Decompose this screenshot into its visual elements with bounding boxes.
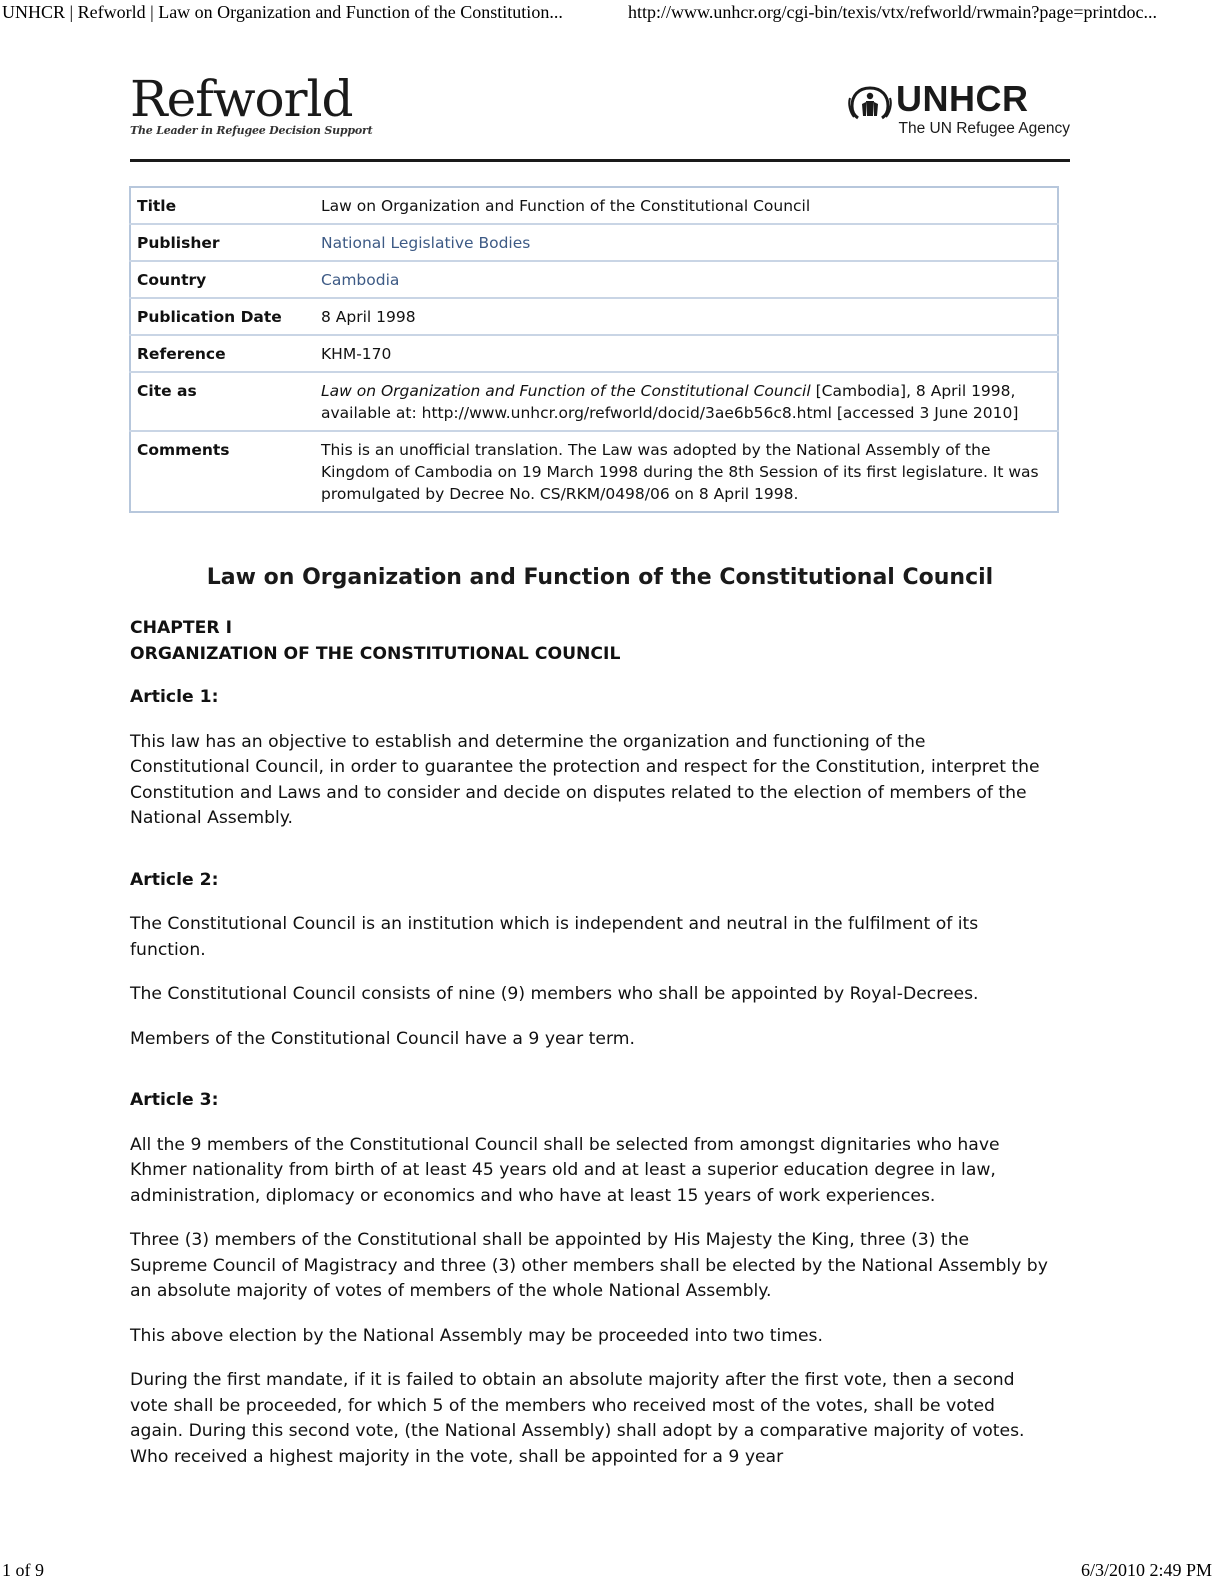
table-row	[130, 261, 1058, 298]
masthead-divider	[130, 159, 1070, 162]
table-row	[130, 187, 1058, 224]
article-3-paragraph: All the 9 members of the Constitutional Council shall be selected from amongst dignitaries who have Khmer nationality from birth of at least 45 years old and at least a superior education degree in law, administration, diplomacy or economics and who have at least 15 years of work experiences.	[130, 1134, 1000, 1206]
publisher-link[interactable]: National Legislative Bodies	[321, 234, 531, 252]
article-2-heading: Article 2:	[130, 869, 219, 890]
unhcr-logo[interactable]	[848, 80, 1070, 142]
unhcr-wordmark: UNHCR	[896, 78, 1029, 119]
cite-as-value	[315, 372, 1058, 431]
document-heading: Law on Organization and Function of the Constitutional Council	[206, 565, 994, 590]
article-3-paragraph: During the first mandate, if it is failed to obtain an absolute majority after the first vote, then a second vote shall be proceeded, for which 5 of the members who received most of the votes, shall be voted again. During this second vote, (the National Assembly) shall adopt by a comparative majority of votes. Who received a highest majority in the vote, shall be appointed for a 9 year	[130, 1370, 1025, 1467]
publication-date-label: Publication Date	[130, 298, 315, 335]
unhcr-emblem-icon	[848, 82, 892, 120]
print-timestamp: 6/3/2010 2:49 PM	[1080, 1560, 1212, 1580]
table-row	[130, 298, 1058, 335]
table-row	[130, 431, 1058, 512]
article-1-heading: Article 1:	[130, 687, 219, 707]
cite-as-title: Law on Organization and Function of the Constitutional Council	[321, 382, 811, 400]
article-2-paragraph: Members of the Constitutional Council have a 9 year term.	[130, 1028, 635, 1049]
print-header-title: UNHCR | Refworld | Law on Organization and Function of the Constitution...	[2, 2, 563, 22]
reference-value: KHM-170	[315, 335, 1058, 372]
print-footer	[0, 1554, 1224, 1584]
comments-value: This is an unofficial translation. The Law was adopted by the National Assembly of the Kingdom of Cambodia on 19 March 1998 during the 8th Session of its first legislature. It was promulgated by Decree No. CS/RKM/0498/06 on 8 April 1998.	[321, 441, 1039, 503]
article-3-paragraph: This above election by the National Assembly may be proceeded into two times.	[130, 1325, 823, 1346]
article-2-paragraph: The Constitutional Council consists of nine (9) members who shall be appointed by Royal-Decrees.	[130, 984, 979, 1004]
comments-label: Comments	[137, 441, 230, 459]
document-body	[130, 616, 1050, 1489]
table-row	[130, 224, 1058, 261]
refworld-logo[interactable]	[130, 72, 372, 137]
chapter-heading	[130, 616, 1050, 667]
country-link[interactable]: Cambodia	[321, 271, 400, 289]
country-label: Country	[130, 261, 315, 298]
print-header	[0, 0, 1224, 30]
title-label: Title	[130, 187, 315, 224]
unhcr-subtitle: The UN Refugee Agency	[898, 120, 1070, 137]
chapter-number: CHAPTER I	[130, 618, 232, 638]
article-2-paragraph: The Constitutional Council is an institution which is independent and neutral in the fulfilment of its function.	[130, 914, 979, 960]
article-3-paragraph: Three (3) members of the Constitutional shall be appointed by His Majesty the King, three (3) the Supreme Council of Magistracy and three (3) other members shall be elected by the National Assembly by an absolute majority of votes of members of the whole National Assembly.	[130, 1230, 1048, 1301]
reference-label: Reference	[130, 335, 315, 372]
refworld-logo-name: Refworld	[130, 70, 353, 128]
article-1-paragraph: This law has an objective to establish and determine the organization and functioning of the Constitutional Council, in order to guarantee the protection and respect for the Constitution, interpret the Constitution and Laws and to consider and decide on disputes related to the election of members of the National Assembly.	[130, 731, 1040, 828]
title-value: Law on Organization and Function of the Constitutional Council	[315, 187, 1058, 224]
refworld-logo-tagline: The Leader in Refugee Decision Support	[130, 124, 373, 137]
cite-as-details: [Cambodia], 8 April 1998, available at: http://www.unhcr.org/refworld/docid/3ae6b56c8.html [accessed 3 June 2010]	[321, 382, 1019, 422]
masthead	[130, 72, 1070, 162]
page-count: 1 of 9	[2, 1560, 44, 1580]
publication-date-value: 8 April 1998	[315, 298, 1058, 335]
chapter-title: ORGANIZATION OF THE CONSTITUTIONAL COUNCIL	[130, 643, 621, 664]
table-row	[130, 372, 1058, 431]
print-header-url: http://www.unhcr.org/cgi-bin/texis/vtx/refworld/rwmain?page=printdoc...	[628, 2, 1158, 22]
article-3-heading: Article 3:	[130, 1090, 219, 1110]
table-row	[130, 335, 1058, 372]
document-metadata-table	[129, 186, 1059, 513]
cite-as-label: Cite as	[130, 372, 315, 431]
publisher-label: Publisher	[130, 224, 315, 261]
